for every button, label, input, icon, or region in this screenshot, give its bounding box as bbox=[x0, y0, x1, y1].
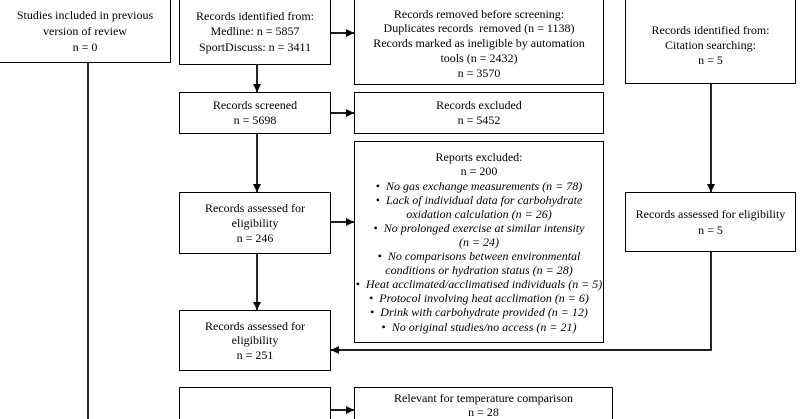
removed-automation-line2: tools (n = 2432) bbox=[440, 50, 518, 65]
assessed-citation-title: Records assessed for eligibility bbox=[635, 207, 786, 221]
assessed-combined-count: n = 251 bbox=[236, 347, 274, 362]
previous-review-title-line1: Studies included in previous bbox=[16, 8, 154, 22]
citation-source: Citation searching: bbox=[665, 37, 756, 52]
removed-automation-line1: Records marked as ineligible by automation bbox=[373, 36, 585, 51]
screened-count: n = 5698 bbox=[233, 113, 277, 127]
removed-before-screening-box bbox=[354, 0, 604, 85]
reports-excluded-title: Reports excluded: bbox=[435, 150, 523, 165]
assessed-databases-title-line1: Records assessed for bbox=[205, 200, 305, 215]
previous-review-count: n = 0 bbox=[72, 40, 98, 54]
reason-item: • No prolonged exercise at similar intensity bbox=[374, 221, 585, 235]
citation-title: Records identified from: bbox=[651, 22, 770, 37]
included-studies-box bbox=[179, 387, 331, 419]
reason-item: • Drink with carbohydrate provided (n = 12) bbox=[370, 305, 588, 319]
assessed-databases-title-line2: eligibility bbox=[231, 215, 279, 230]
reason-item-continued: oxidation calculation (n = 26) bbox=[406, 206, 552, 221]
assessed-databases-count: n = 246 bbox=[236, 230, 274, 245]
reason-item: • Protocol involving heat acclimation (n = 6) bbox=[369, 291, 589, 305]
reason-item: • Lack of individual data for carbohydrate bbox=[376, 193, 583, 207]
records-excluded-box bbox=[354, 92, 604, 134]
reason-item: • Heat acclimated/acclimatised individuals (n = 5) bbox=[356, 277, 603, 291]
reason-item: • No comparisons between environmental bbox=[378, 249, 581, 263]
databases-title: Records identified from: bbox=[196, 8, 314, 23]
assessed-citation-box bbox=[625, 192, 796, 252]
reason-item: • No original studies/no access (n = 21) bbox=[382, 320, 577, 334]
assessed-combined-box bbox=[179, 310, 331, 371]
removed-title: Records removed before screening: bbox=[393, 6, 565, 21]
reason-item-continued: (n = 24) bbox=[458, 234, 500, 249]
reason-item-continued: conditions or hydration status (n = 28) bbox=[385, 263, 573, 278]
reports-excluded-box bbox=[354, 141, 604, 343]
assessed-citation-count: n = 5 bbox=[698, 223, 723, 237]
temperature-comparison-box bbox=[354, 387, 613, 419]
assessed-databases-box bbox=[179, 192, 331, 254]
temperature-title: Relevant for temperature comparison bbox=[394, 391, 573, 405]
assessed-combined-title-line1: Records assessed for bbox=[205, 318, 305, 333]
sportdiscuss-count: SportDiscuss: n = 3411 bbox=[199, 39, 311, 54]
temperature-count: n = 28 bbox=[468, 405, 499, 419]
citation-count: n = 5 bbox=[698, 52, 723, 67]
removed-duplicates: Duplicates records removed (n = 1138) bbox=[383, 21, 575, 36]
databases-box bbox=[179, 0, 331, 65]
previous-review-box bbox=[0, 0, 171, 63]
screened-title: Records screened bbox=[212, 98, 298, 112]
reason-item: • No gas exchange measurements (n = 78) bbox=[376, 179, 582, 193]
citation-searching-box bbox=[625, 0, 796, 84]
excluded-count: n = 5452 bbox=[457, 113, 501, 127]
medline-count: Medline: n = 5857 bbox=[210, 24, 300, 39]
removed-total: n = 3570 bbox=[457, 65, 501, 80]
excluded-title: Records excluded bbox=[436, 98, 522, 112]
assessed-combined-title-line2: eligibility bbox=[231, 333, 279, 348]
records-screened-box bbox=[179, 92, 331, 134]
reports-excluded-count: n = 200 bbox=[460, 164, 498, 179]
previous-review-title-line2: version of review bbox=[43, 24, 127, 38]
